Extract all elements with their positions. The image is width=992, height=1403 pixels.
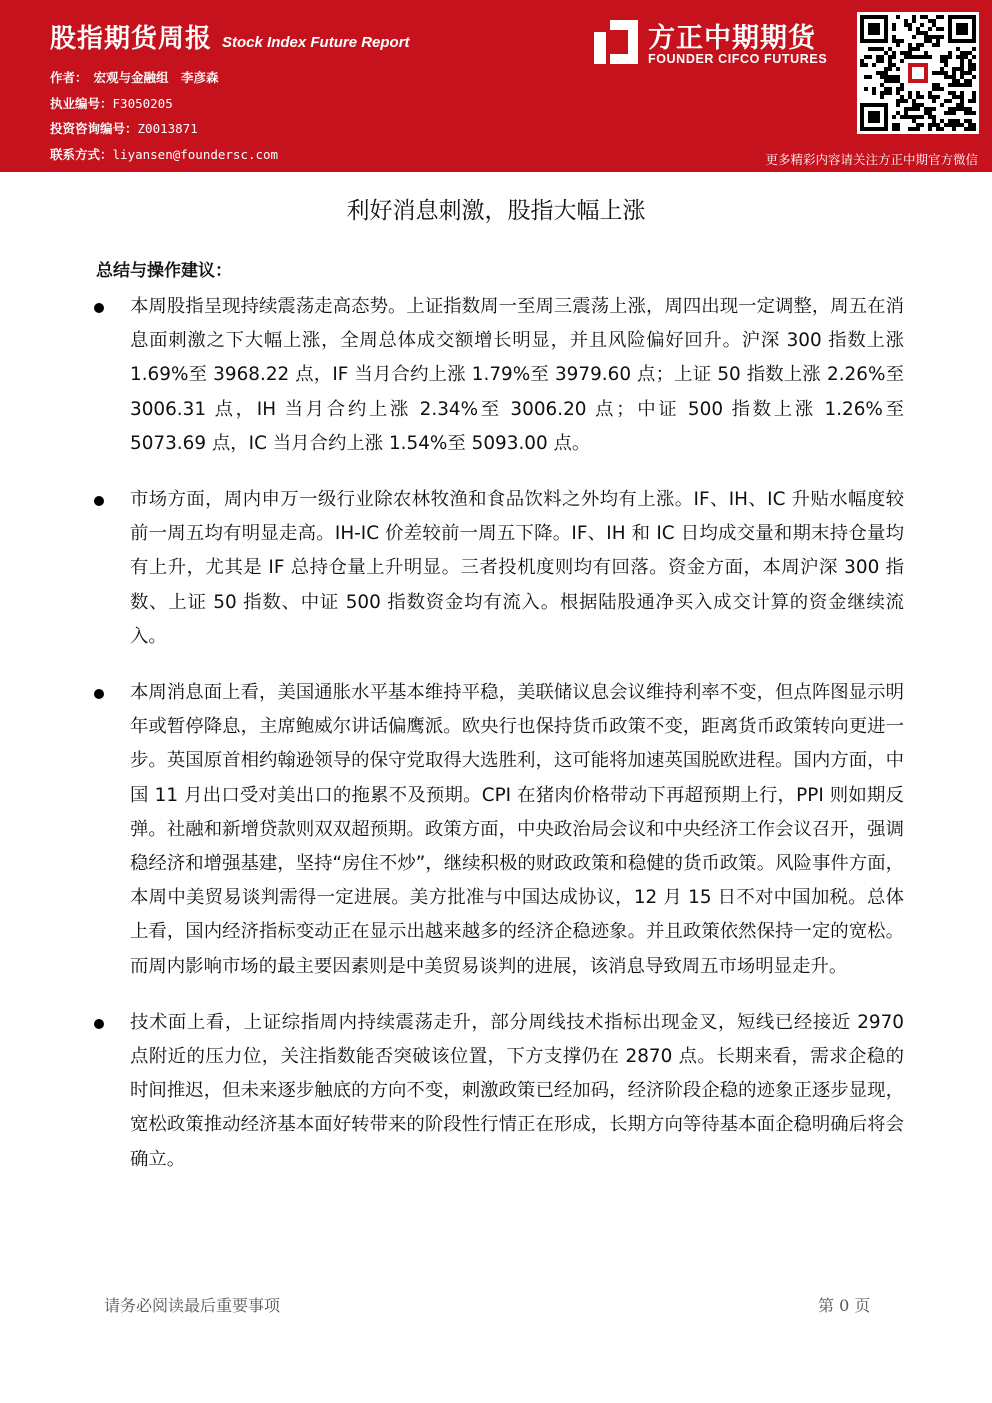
list-item-text: 本周消息面上看，美国通胀水平基本维持平稳，美联储议息会议维持利率不变，但点阵图显示明年或暂停降息，主席鲍威尔讲话偏鹰派。欧央行也保持货币政策不变，距离货币政策转向更进一步。英国原首相约翰逊领导的保守党取得大选胜利，这可能将加速英国脱欧进程。国内方面，中国 11 月出口受对美出口的拖累不及预期。CPI 在猪肉价格带动下再超预期上行，PPI 则如期反弹。社融和新增贷款则双双超预期。政策方面，中央政治局会议和中央经济工作会议召开，强调稳经济和增强基建，坚持“房住不炒”，继续积极的财政政策和稳健的货币政策。风险事件方面，本周中美贸易谈判需得一定进展。美方批准与中国达成协议，12 月 15 日不对中国加税。总体上看，国内经济指标变动正在显示出越来越多的经济企稳迹象。并且政策依然保持一定的宽松。而周内影响市场的最主要因素则是中美贸易谈判的进展，该消息导致周五市场明显走升。 [130, 682, 904, 977]
author-value: 宏观与金融组 李彦森 [93, 70, 219, 85]
footer-disclaimer: 请务必阅读最后重要事项 [104, 1296, 281, 1315]
list-item [92, 290, 904, 461]
wechat-note: 更多精彩内容请关注方正中期官方微信 [765, 152, 978, 167]
list-item-text: 市场方面，周内申万一级行业除农林牧渔和食品饮料之外均有上涨。IF、IH、IC 升贴水幅度较前一周五均有明显走高。IH-IC 价差较前一周五下降。IF、IH 和 IC 日均成交量和期末持仓量均有上升，尤其是 IF 总持仓量上升明显。三者投机度则均有回落。资金方面，本周沪深 300 指数、上证 50 指数、中证 500 指数资金均有流入。根据陆股通净买入成交计算的资金继续流入。 [130, 489, 904, 647]
list-item [92, 1006, 904, 1177]
report-title-row [50, 18, 410, 55]
summary-list [92, 290, 904, 1199]
contact-label: 联系方式： [50, 147, 113, 162]
report-subtitle: Stock Index Future Report [222, 34, 410, 51]
contact-line [50, 145, 278, 163]
page-number: 第 0 页 [818, 1296, 871, 1315]
qr-code-icon [857, 12, 979, 134]
section-title: 总结与操作建议： [96, 261, 232, 281]
document-title: 利好消息刺激，股指大幅上涨 [346, 198, 646, 224]
list-item-text: 本周股指呈现持续震荡走高态势。上证指数周一至周三震荡上涨，周四出现一定调整，周五在消息面刺激之下大幅上涨，全周总体成交额增长明显，并且风险偏好回升。沪深 300 指数上涨 1.69%至 3968.22 点，IF 当月合约上涨 1.79%至 3979.60 点；上证 50 指数上涨 2.26%至 3006.31 点，IH 当月合约上涨 2.34%至 3006.20 点；中证 500 指数上涨 1.26%至 5073.69 点，IC 当月合约上涨 1.54%至 5093.00 点。 [130, 296, 904, 454]
logo-chinese-name: 方正中期期货 [648, 23, 816, 54]
list-item-text: 技术面上看，上证综指周内持续震荡走升，部分周线技术指标出现金叉，短线已经接近 2970 点附近的压力位，关注指数能否突破该位置，下方支撑仍在 2870 点。长期来看，需求企稳的时间推迟，但未来逐步触底的方向不变，刺激政策已经加码，经济阶段企稳的迹象正逐步显现，宽松政策推动经济基本面好转带来的阶段性行情正在形成，长期方向等待基本面企稳明确后将会确立。 [130, 1011, 904, 1170]
list-item [92, 483, 904, 654]
logo-english-name: FOUNDER CIFCO FUTURES [648, 52, 828, 66]
bullet-dot-icon [94, 303, 104, 313]
report-title: 股指期货周报 [50, 24, 213, 54]
company-logo [592, 14, 842, 74]
advisory-label: 投资咨询编号： [50, 121, 138, 136]
report-header [0, 0, 992, 172]
author-line [50, 68, 219, 86]
bullet-dot-icon [94, 496, 104, 506]
license-line [50, 94, 173, 112]
advisory-line [50, 119, 198, 137]
author-label: 作者： [50, 70, 88, 85]
license-label: 执业编号： [50, 96, 113, 111]
license-value: F3050205 [112, 96, 173, 111]
bullet-dot-icon [94, 1019, 104, 1029]
advisory-value: Z0013871 [137, 121, 198, 136]
contact-value[interactable]: liyansen@foundersc.com [112, 147, 279, 162]
founder-logo-icon [592, 18, 640, 66]
bullet-dot-icon [94, 689, 104, 699]
list-item [92, 676, 904, 984]
